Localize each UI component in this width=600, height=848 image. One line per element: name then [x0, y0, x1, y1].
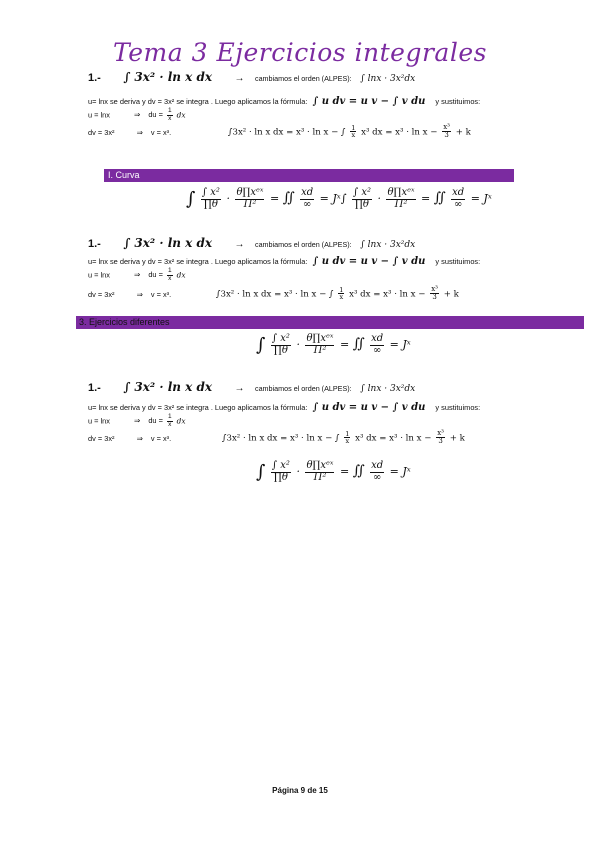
footer-total: 15: [318, 786, 328, 795]
footer-of: de: [307, 786, 317, 795]
du-equation: du =: [148, 270, 163, 280]
result-part-2: x³ dx = x³ · ln x −: [349, 289, 426, 300]
instruction-text: u= lnx se deriva y dv = 3x² se integra . Luego aplicamos la fórmula:: [88, 257, 308, 266]
reordered-integral: ∫ lnx · 3x²dx: [360, 240, 416, 250]
exercise-number: 1.-: [88, 238, 101, 250]
exercise-2-result: [216, 286, 459, 302]
du-tail: dx: [176, 270, 186, 280]
implies-icon: ⇒: [136, 290, 143, 299]
section-heading-curva: I. Curva: [104, 169, 514, 182]
result-fraction: $\frac{\text{x³}}{3}$: [431, 285, 438, 302]
order-text: cambiamos el orden (ALPES):: [254, 74, 352, 83]
du-tail: dx: [176, 110, 186, 120]
implies-icon: ⇒: [134, 416, 141, 426]
exercise-1-dv-line: [88, 128, 171, 137]
implies-icon: ⇒: [134, 270, 141, 280]
exercise-integral: ∫ 3x² · ln x dx: [123, 380, 213, 394]
arrow-icon: →: [234, 239, 245, 250]
du-fraction: $\frac{1}{x}$: [167, 413, 172, 428]
result-part-1: ∫3x² · ln x dx = x³ · ln x − ∫: [222, 433, 340, 444]
exercise-2-u-line: [88, 268, 186, 283]
result-inner-fraction: $\frac{1}{x}$: [339, 285, 344, 302]
result-part-1: ∫3x² · ln x dx = x³ · ln x − ∫: [228, 127, 346, 138]
du-fraction: $\frac{1}{x}$: [167, 267, 172, 282]
equation-2: ∫ $\frac{\text{∫ x²}}{\prod\theta}$ · $\frac{\text{θ∏xᵉˣ}}{\text{Π²}}$ = ∬ $\frac{xd}{\infty}$ = Jˣ: [256, 333, 411, 356]
v-equation: v = x³.: [150, 434, 172, 443]
exercise-integral: ∫ 3x² · ln x dx: [123, 236, 213, 250]
footer-prefix: Página: [272, 786, 299, 795]
formula: ∫ u dv = u v − ∫ v du: [312, 256, 426, 267]
result-end: + k: [455, 127, 471, 138]
page-title: Tema 3 Ejercicios integrales: [113, 38, 487, 67]
exercise-3-instruction: [88, 402, 480, 413]
exercise-1: [88, 68, 415, 86]
exercise-number: 1.-: [88, 72, 101, 84]
equation-3: ∫ $\frac{\text{∫ x²}}{\prod\theta}$ · $\frac{\text{θ∏xᵉˣ}}{\text{Π²}}$ = ∬ $\frac{xd}{\infty}$ = Jˣ: [256, 460, 411, 483]
exercise-number: 1.-: [88, 382, 101, 394]
dv-equation: dv = 3x²: [88, 434, 115, 443]
exercise-1-result: [228, 124, 471, 140]
dv-equation: dv = 3x²: [88, 290, 115, 299]
exercise-2-instruction: [88, 256, 480, 267]
arrow-icon: →: [234, 383, 245, 394]
instruction-end: y sustituimos:: [435, 257, 481, 266]
exercise-integral: ∫ 3x² · ln x dx: [123, 70, 213, 84]
instruction-end: y sustituimos:: [435, 97, 481, 106]
formula: ∫ u dv = u v − ∫ v du: [312, 96, 426, 107]
reordered-integral: ∫ lnx · 3x²dx: [360, 384, 416, 394]
page-footer: [0, 786, 600, 795]
exercise-3-u-line: [88, 414, 186, 429]
order-text: cambiamos el orden (ALPES):: [254, 384, 352, 393]
instruction-end: y sustituimos:: [435, 403, 481, 412]
arrow-icon: →: [234, 73, 245, 84]
exercise-3: [88, 378, 415, 396]
result-part-2: x³ dx = x³ · ln x −: [361, 127, 438, 138]
du-fraction: $\frac{1}{x}$: [167, 107, 172, 122]
result-fraction: $\frac{\text{x³}}{3}$: [443, 123, 450, 140]
exercise-3-dv-line: [88, 434, 171, 443]
du-equation: du =: [148, 416, 163, 426]
result-fraction: $\frac{\text{x³}}{3}$: [437, 429, 444, 446]
instruction-text: u= lnx se deriva y dv = 3x² se integra . Luego aplicamos la fórmula:: [88, 403, 308, 412]
result-end: + k: [443, 289, 459, 300]
section-heading-ejercicios-diferentes: 3. Ejercicios diferentes: [76, 316, 584, 329]
implies-icon: ⇒: [136, 128, 143, 137]
u-equation: u = lnx: [88, 270, 110, 280]
u-equation: u = lnx: [88, 110, 110, 120]
result-part-1: ∫3x² · ln x dx = x³ · ln x − ∫: [216, 289, 334, 300]
result-inner-fraction: $\frac{1}{x}$: [351, 123, 356, 140]
v-equation: v = x³.: [150, 128, 172, 137]
v-equation: v = x³.: [150, 290, 172, 299]
result-part-2: x³ dx = x³ · ln x −: [355, 433, 432, 444]
du-equation: du =: [148, 110, 163, 120]
formula: ∫ u dv = u v − ∫ v du: [312, 402, 426, 413]
order-text: cambiamos el orden (ALPES):: [254, 240, 352, 249]
exercise-2-dv-line: [88, 290, 171, 299]
dv-equation: dv = 3x²: [88, 128, 115, 137]
footer-page: 9: [300, 786, 306, 795]
exercise-3-result: [222, 430, 465, 446]
implies-icon: ⇒: [134, 110, 141, 120]
exercise-2: [88, 234, 415, 252]
result-end: + k: [449, 433, 465, 444]
exercise-1-u-line: [88, 108, 186, 123]
reordered-integral: ∫ lnx · 3x²dx: [360, 74, 416, 84]
u-equation: u = lnx: [88, 416, 110, 426]
exercise-1-instruction: [88, 96, 480, 107]
du-tail: dx: [176, 416, 186, 426]
implies-icon: ⇒: [136, 434, 143, 443]
instruction-text: u= lnx se deriva y dv = 3x² se integra . Luego aplicamos la fórmula:: [88, 97, 308, 106]
equation-1: ∫ $\frac{\text{∫ x²}}{\prod\theta}$ · $\frac{\text{θ∏xᵉˣ}}{\text{Π²}}$ = ∬ $\frac{xd}{\infty}$ = Jˣ∫ $\frac{\text{∫ x²}}{\prod\theta}$ · $\frac{\text{θ∏xᵉˣ}}{\text{Π²}}$ = ∬ $\frac{xd}{\infty}$ = Jˣ: [186, 187, 492, 210]
result-inner-fraction: $\frac{1}{x}$: [345, 429, 350, 446]
